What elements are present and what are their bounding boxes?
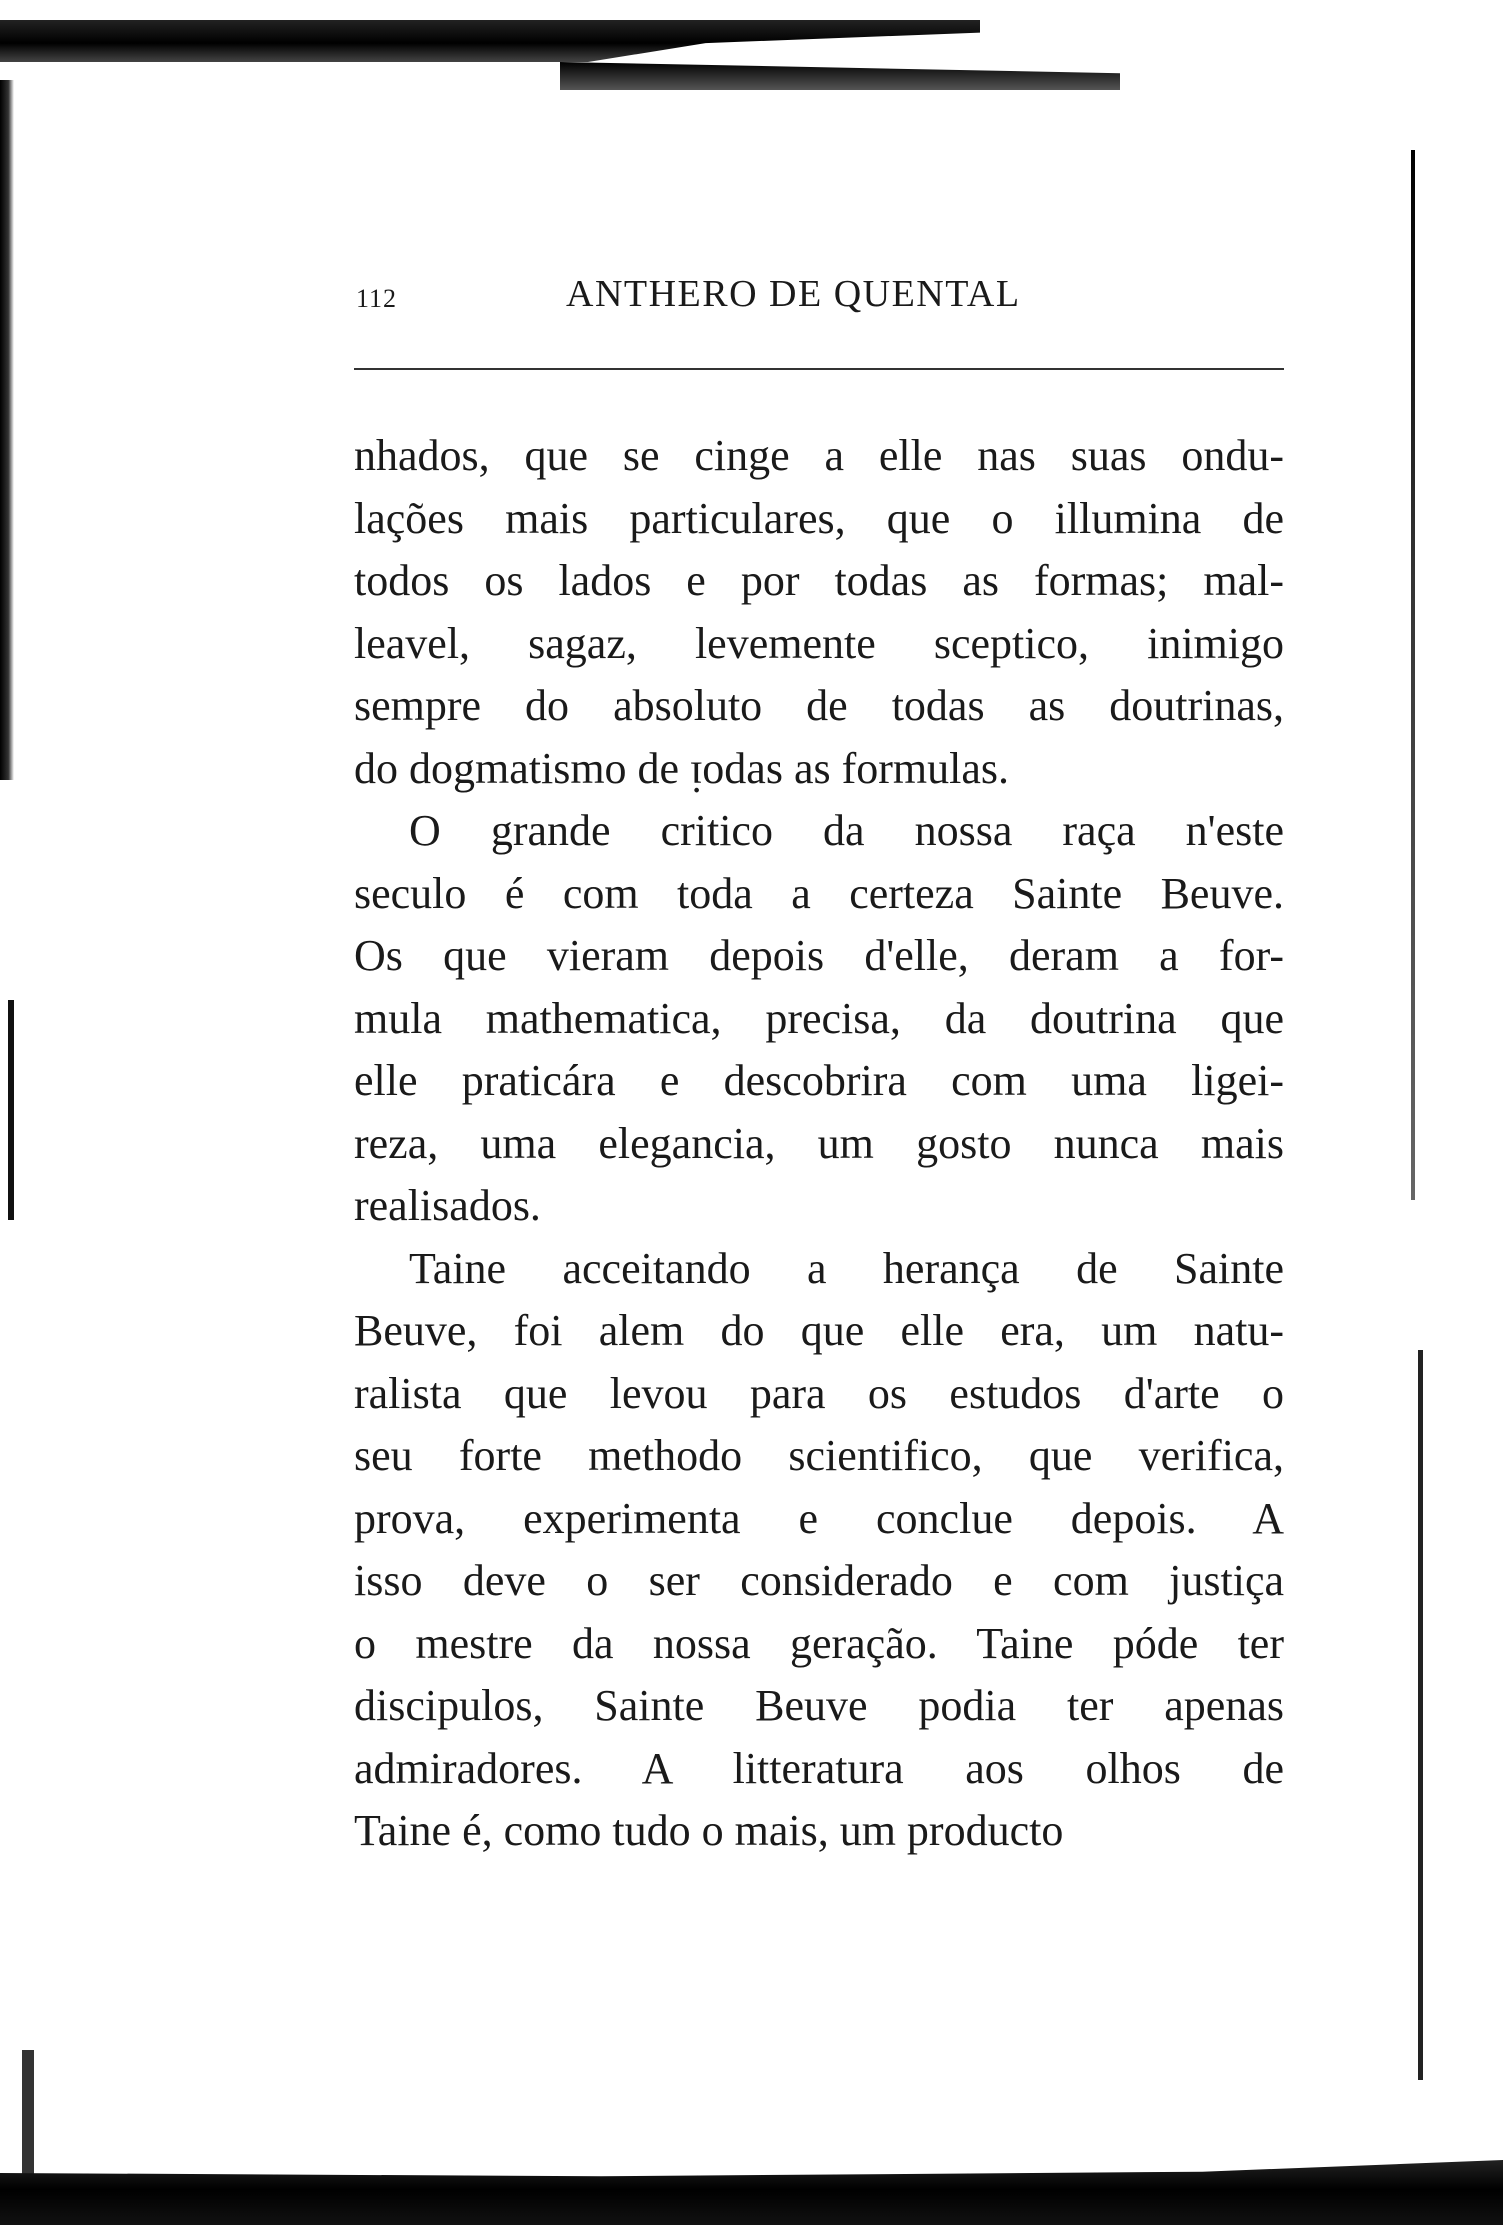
paragraph	[354, 800, 1284, 1238]
text-line: Beuve, foi alem do que elle era, um natu-	[354, 1306, 1284, 1355]
scan-shadow-bottom	[0, 2160, 1503, 2225]
text-line: Taine é, como tudo o mais, um producto	[354, 1806, 1064, 1855]
text-line: mula mathematica, precisa, da doutrina que	[354, 993, 1284, 1043]
text-line: seculo é com toda a certeza Sainte Beuve.	[354, 868, 1284, 918]
text-line: lações mais particulares, que o illumina de	[354, 493, 1284, 543]
scan-shadow-left-3	[22, 2050, 34, 2190]
paragraph	[354, 425, 1284, 800]
body-text	[354, 425, 1284, 1863]
text-line: isso deve o ser considerado e com justiça	[354, 1556, 1284, 1605]
page-header	[354, 272, 1284, 322]
text-line: ralista que levou para os estudos d'arte o	[354, 1368, 1284, 1418]
scan-shadow-right	[1411, 150, 1415, 1200]
text-line: leavel, sagaz, levemente sceptico, inimigo	[354, 618, 1284, 668]
text-line: o mestre da nossa geração. Taine póde ter	[354, 1618, 1284, 1668]
scan-shadow-right-2	[1418, 1350, 1423, 2080]
text-line: Os que vieram depois d'elle, deram a for-	[354, 931, 1284, 980]
text-line: discipulos, Sainte Beuve podia ter apenas	[354, 1681, 1284, 1730]
text-line: prova, experimenta e conclue depois. A	[354, 1493, 1284, 1543]
text-line: Taine acceitando a herança de Sainte	[409, 1243, 1284, 1293]
text-line: nhados, que se cinge a elle nas suas ondu-	[354, 431, 1284, 480]
header-rule	[354, 368, 1284, 370]
text-line: reza, uma elegancia, um gosto nunca mais	[354, 1118, 1284, 1168]
scan-shadow-top-2	[560, 62, 1120, 90]
text-line: do dogmatismo de ᴉodas as formulas.	[354, 743, 1010, 793]
text-line: sempre do absoluto de todas as doutrinas,	[354, 681, 1284, 730]
text-line: seu forte methodo scientifico, que verifica,	[354, 1431, 1284, 1480]
paragraph	[354, 1238, 1284, 1863]
text-line: realisados.	[354, 1181, 541, 1230]
scan-shadow-top	[0, 20, 980, 62]
page-number: 112	[356, 284, 398, 313]
scan-shadow-left	[0, 80, 14, 780]
text-line: todos os lados e por todas as formas; mal-	[354, 556, 1284, 605]
text-line: O grande critico da nossa raça n'este	[409, 806, 1284, 855]
scan-shadow-left-2	[8, 1000, 14, 1220]
running-title: ANTHERO DE QUENTAL	[566, 273, 1021, 315]
text-line: admiradores. A litteratura aos olhos de	[354, 1743, 1284, 1793]
text-line: elle praticára e descobrira com uma ligei-	[354, 1056, 1284, 1105]
